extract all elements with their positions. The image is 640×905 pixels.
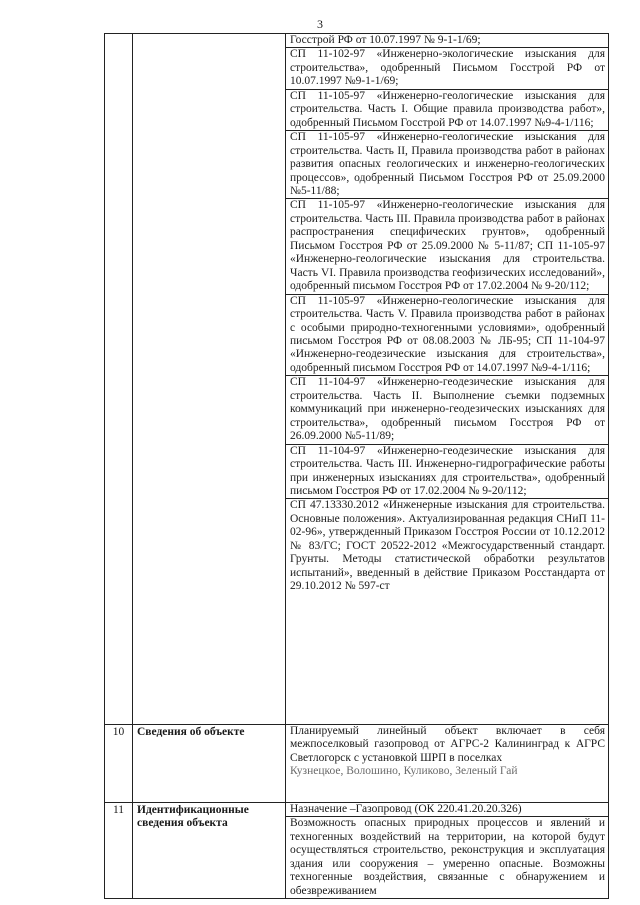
table-row-object-info xyxy=(105,725,609,803)
row-title: Идентификационные сведения объекта xyxy=(133,803,286,899)
normative-doc-item: СП 11-105-97 «Инженерно-геологические изыскания для строительства. Часть V. Правила производства работ в районах с особыми природно-техногенными условиями», одобренный письмом Госстроя РФ от 08.08.2003 № ЛБ-95; СП 11-104-97 «Инженерно-геодезические изыскания для строительства», одобренный письмом Госстроя РФ от 14.07.1997 №9-4-1/116; xyxy=(286,295,608,377)
row-title: Сведения об объекте xyxy=(133,725,286,803)
row-name-cell xyxy=(133,34,286,725)
purpose-line: Назначение –Газопровод (ОК 220.41.20.20.326) xyxy=(286,803,608,817)
normative-doc-item: СП 11-105-97 «Инженерно-геологические изыскания для строительства. Часть III. Правила производства работ в районах распространения специфических грунтов», одобренный Письмом Госстроя РФ от 25.09.2000 № 5-11/87; СП 11-105-97 «Инженерно-геологические изыскания для строительства. Часть VI. Правила производства геофизических исследований», одобренный письмом Госстроя РФ от 17.02.2004 № 9-20/112; xyxy=(286,199,608,294)
identification-cell xyxy=(286,803,609,899)
object-info-text: Планируемый линейный объект включает в себя межпоселковый газопровод от АГРС-2 Калининград к АГРС Светлогорск с установкой ШРП в поселках xyxy=(290,725,605,764)
normative-doc-item: СП 11-105-97 «Инженерно-геологические изыскания для строительства. Часть II, Правила производства работ в районах развития опасных геологических и инженерно-геологических процессов», одобренный Письмом Госстроя РФ от 25.09.2000 №5-11/88; xyxy=(286,131,608,199)
object-info-cell xyxy=(286,725,609,803)
normative-doc-item: СП 11-104-97 «Инженерно-геодезические изыскания для строительства. Часть III. Инженерно-гидрографические работы при инженерных изысканиях для строительства», одобренный письмом Госстроя РФ от 17.02.2004 № 9-20/112; xyxy=(286,445,608,500)
normative-doc-item: СП 11-105-97 «Инженерно-геологические изыскания для строительства. Часть I. Общие правила производства работ», одобренный Письмом Госстрой РФ от 14.07.1997 №9-4-1/116; xyxy=(286,90,608,131)
normative-doc-item: СП 11-102-97 «Инженерно-экологические изыскания для строительства», одобренный Письмом Госстрой РФ от 10.07.1997 №9-1-1/69; xyxy=(286,48,608,89)
table-row-identification xyxy=(105,803,609,899)
normative-docs-cell xyxy=(286,34,609,725)
table-row-sources xyxy=(105,34,609,725)
row-number-cell xyxy=(105,34,133,725)
document-table xyxy=(104,33,609,899)
normative-doc-item: СП 11-104-97 «Инженерно-геодезические изыскания для строительства. Часть II. Выполнение съемки подземных коммуникаций при инженерно-геодезических изысканиях для строительства», одобренный письмом Госстроя РФ от 26.09.2000 №5-11/89; xyxy=(286,376,608,444)
hazard-description: Возможность опасных природных процессов и явлений и техногенных воздействий на территории, на которой будут осуществляться строительство, реконструкция и эксплуатация здания или сооружения – умеренно опасные. Возможны техногенные воздействия, связанные с обнаружением и обезвреживанием xyxy=(290,817,605,897)
row-number: 11 xyxy=(105,803,133,899)
normative-doc-item: Госстрой РФ от 10.07.1997 № 9-1-1/69; xyxy=(286,34,608,48)
object-info-settlements: Кузнецкое, Волошино, Куликово, Зеленый Гай xyxy=(290,765,518,778)
normative-doc-item: СП 47.13330.2012 «Инженерные изыскания для строительства. Основные положения». Актуализированная редакция СНиП 11-02-96», утвержденный Приказом Госстроя России от 10.12.2012 № 83/ГС; ГОСТ 20522-2012 «Межгосударственный стандарт. Грунты. Методы статистической обработки результатов испытаний», введенный в действие Приказом Росстандарта от 29.10.2012 № 597-ст xyxy=(290,499,605,593)
page-number: 3 xyxy=(317,17,323,31)
row-number: 10 xyxy=(105,725,133,803)
